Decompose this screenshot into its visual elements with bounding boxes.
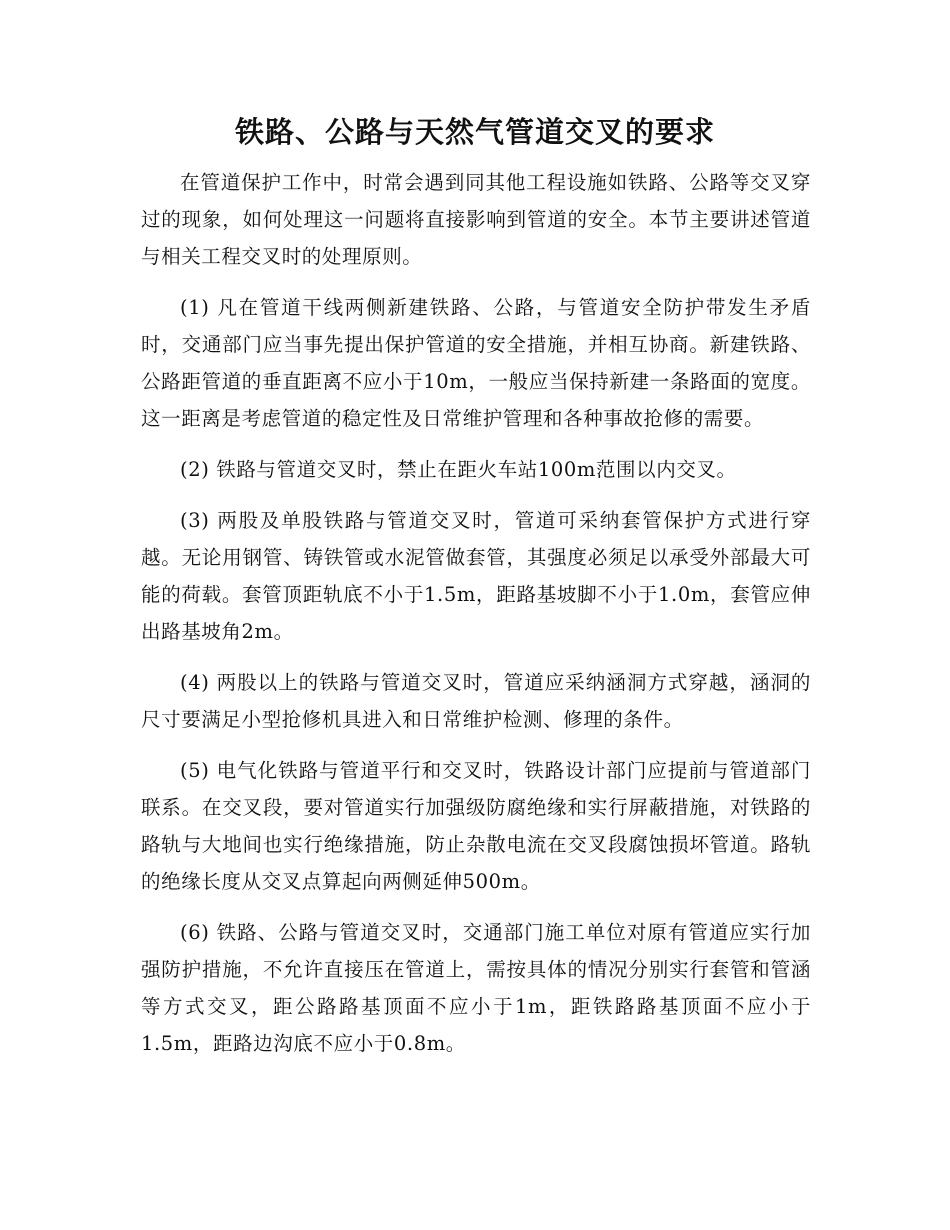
document-title: 铁路、公路与天然气管道交叉的要求 [234,115,715,149]
document-body [141,164,811,1062]
clause-2-paragraph: (2) 铁路与管道交叉时，禁止在距火车站100m范围以内交叉。 [180,458,737,481]
clause-1-paragraph: (1) 凡在管道干线两侧新建铁路、公路，与管道安全防护带发生矛盾时，交通部门应当事先提出保护管道的安全措施，并相互协商。新建铁路、公路距管道的垂直距离不应小于10m，一般应当保持新建一条路面的宽度。这一距离是考虑管道的稳定性及日常维护管理和各种事故抢修的需要。 [141,296,811,430]
clause-5-paragraph: (5) 电气化铁路与管道平行和交叉时，铁路设计部门应提前与管道部门联系。在交叉段，要对管道实行加强级防腐绝缘和实行屏蔽措施，对铁路的路轨与大地间也实行绝缘措施，防止杂散电流在交叉段腐蚀损坏管道。路轨的绝缘长度从交叉点算起向两侧延伸500m。 [141,759,811,893]
clause-4-paragraph: (4) 两股以上的铁路与管道交叉时，管道应采纳涵洞方式穿越，涵洞的尺寸要满足小型抢修机具进入和日常维护检测、修理的条件。 [141,671,811,731]
clause-3-paragraph: (3) 两股及单股铁路与管道交叉时，管道可采纳套管保护方式进行穿越。无论用钢管、铸铁管或水泥管做套管，其强度必须足以承受外部最大可能的荷载。套管顶距轨底不小于1.5m，距路基坡脚不小于1.0m，套管应伸出路基坡角2m。 [141,509,811,643]
intro-paragraph: 在管道保护工作中，时常会遇到同其他工程设施如铁路、公路等交叉穿过的现象，如何处理这一问题将直接影响到管道的安全。本节主要讲述管道与相关工程交叉时的处理原则。 [141,171,811,268]
clause-6-paragraph: (6) 铁路、公路与管道交叉时，交通部门施工单位对原有管道应实行加强防护措施，不允许直接压在管道上，需按具体的情况分别实行套管和管涵等方式交叉，距公路路基顶面不应小于1m，距铁路路基顶面不应小于1.5m，距路边沟底不应小于0.8m。 [141,921,811,1055]
